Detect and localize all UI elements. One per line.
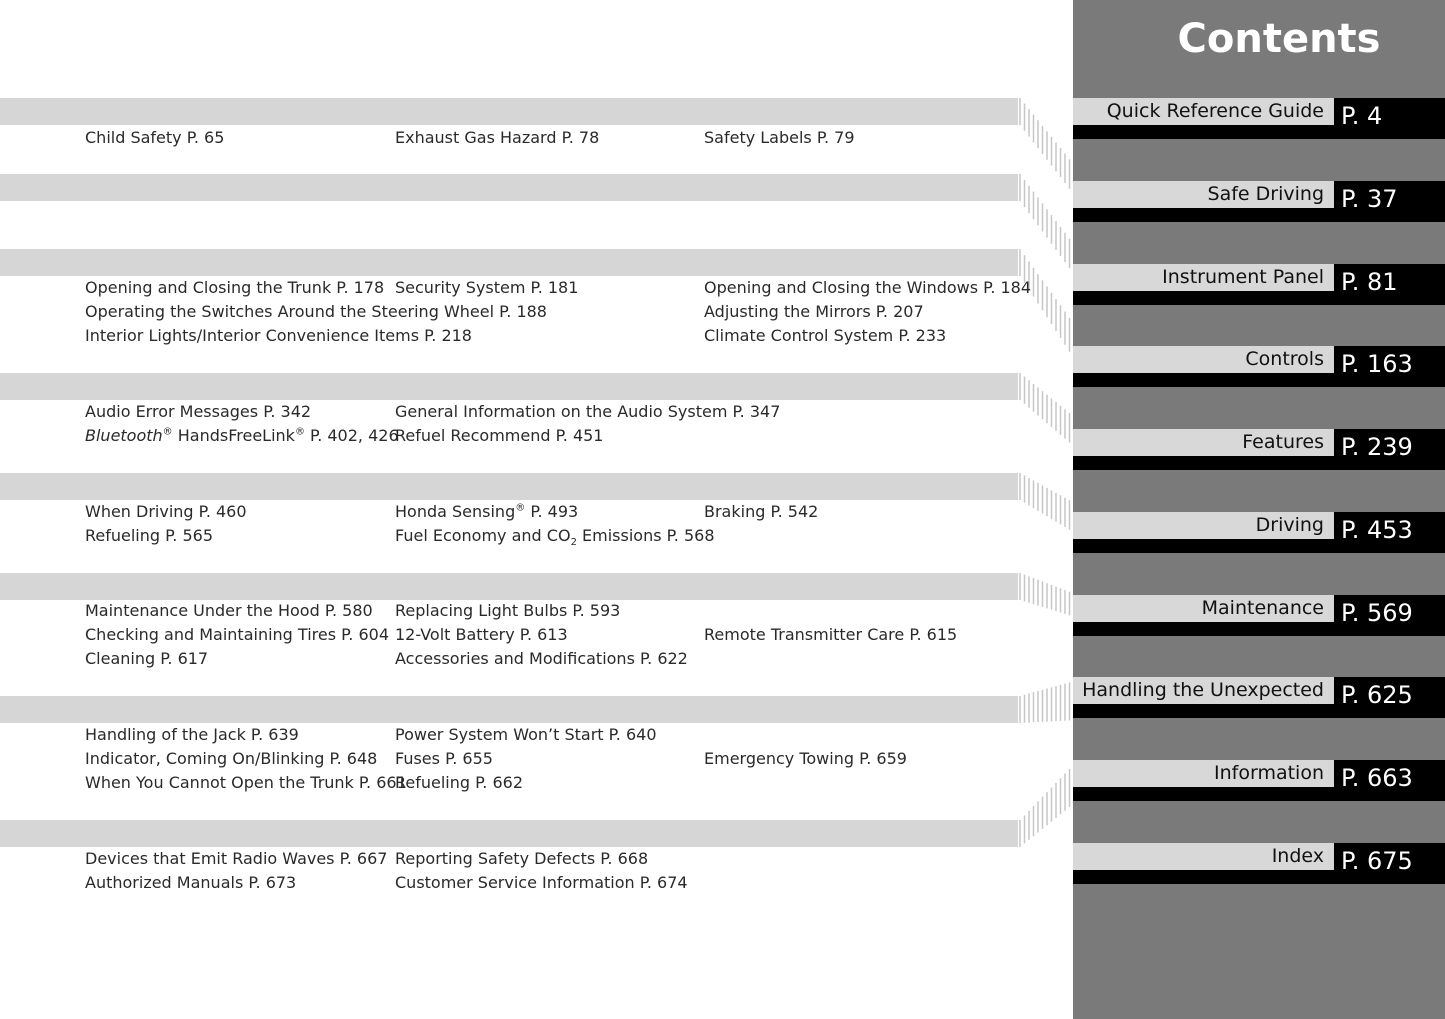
tab-label: Handling the Unexpected — [1073, 677, 1334, 704]
entry-tires[interactable]: Checking and Maintaining Tires P. 604 — [85, 625, 390, 644]
entry-indicator[interactable]: Indicator, Coming On/Blinking P. 648 — [85, 749, 378, 768]
entry-security-system[interactable]: Security System P. 181 — [395, 278, 579, 297]
entry-audio-general-info[interactable]: General Information on the Audio System P. 347 — [395, 402, 781, 421]
entry-authorized-manuals[interactable]: Authorized Manuals P. 673 — [85, 873, 297, 892]
registered-mark: ® — [294, 426, 305, 438]
tab-index[interactable] — [1073, 843, 1445, 884]
entry-trunk[interactable]: Opening and Closing the Trunk P. 178 — [85, 278, 385, 297]
entry-exhaust-gas-hazard[interactable]: Exhaust Gas Hazard P. 78 — [395, 128, 600, 147]
entry-emergency-towing[interactable]: Emergency Towing P. 659 — [704, 749, 907, 768]
entry-bluetooth-handsfreelink[interactable] — [85, 426, 399, 446]
registered-mark: ® — [162, 426, 173, 438]
entry-text: Fuel Economy and CO — [395, 526, 571, 545]
section-band-information — [0, 820, 1018, 847]
entry-child-safety[interactable]: Child Safety P. 65 — [85, 128, 225, 147]
tab-instrument-panel[interactable] — [1073, 264, 1445, 305]
tab-page: P. 675 — [1341, 847, 1413, 875]
tab-label: Instrument Panel — [1073, 264, 1334, 291]
tab-page: P. 625 — [1341, 681, 1413, 709]
tab-page: P. 163 — [1341, 350, 1413, 378]
section-band-quick-reference — [0, 98, 1018, 125]
tab-quick-reference-guide[interactable] — [1073, 98, 1445, 139]
entry-text: HandsFreeLink — [172, 426, 295, 445]
tab-page: P. 239 — [1341, 433, 1413, 461]
subscript: 2 — [570, 537, 577, 549]
tab-page: P. 81 — [1341, 268, 1398, 296]
tab-page: P. 37 — [1341, 185, 1398, 213]
entry-safety-defects[interactable]: Reporting Safety Defects P. 668 — [395, 849, 649, 868]
section-band-driving — [0, 573, 1018, 600]
entry-audio-error-messages[interactable]: Audio Error Messages P. 342 — [85, 402, 312, 421]
entry-battery[interactable]: 12-Volt Battery P. 613 — [395, 625, 568, 644]
entry-text: Honda Sensing — [395, 502, 516, 521]
tab-information[interactable] — [1073, 760, 1445, 801]
section-band-features — [0, 473, 1018, 500]
entry-jack[interactable]: Handling of the Jack P. 639 — [85, 725, 299, 744]
tab-label: Controls — [1073, 346, 1334, 373]
tab-handling-the-unexpected[interactable] — [1073, 677, 1445, 718]
entry-refueling[interactable]: Refueling P. 565 — [85, 526, 213, 545]
tab-label: Safe Driving — [1073, 181, 1334, 208]
tab-safe-driving[interactable] — [1073, 181, 1445, 222]
entry-text: Emissions P. 568 — [576, 526, 715, 545]
entry-safety-labels[interactable]: Safety Labels P. 79 — [704, 128, 855, 147]
page-title: Contents — [1177, 16, 1381, 62]
entry-text: P. 493 — [525, 502, 579, 521]
tab-label: Features — [1073, 429, 1334, 456]
entry-cleaning[interactable]: Cleaning P. 617 — [85, 649, 209, 668]
entry-accessories[interactable]: Accessories and Modifications P. 622 — [395, 649, 688, 668]
entry-windows[interactable]: Opening and Closing the Windows P. 184 — [704, 278, 1032, 297]
tab-page: P. 663 — [1341, 764, 1413, 792]
entry-customer-service[interactable]: Customer Service Information P. 674 — [395, 873, 688, 892]
entry-fuel-economy[interactable] — [395, 526, 715, 549]
tab-label: Information — [1073, 760, 1334, 787]
entry-power-system[interactable]: Power System Won’t Start P. 640 — [395, 725, 657, 744]
entry-braking[interactable]: Braking P. 542 — [704, 502, 819, 521]
tab-maintenance[interactable] — [1073, 595, 1445, 636]
registered-mark: ® — [515, 502, 526, 514]
tab-page: P. 4 — [1341, 102, 1383, 130]
entry-refuel-recommend[interactable]: Refuel Recommend P. 451 — [395, 426, 604, 445]
entry-under-hood[interactable]: Maintenance Under the Hood P. 580 — [85, 601, 373, 620]
entry-radio-waves[interactable]: Devices that Emit Radio Waves P. 667 — [85, 849, 388, 868]
entry-remote-transmitter[interactable]: Remote Transmitter Care P. 615 — [704, 625, 958, 644]
tab-features[interactable] — [1073, 429, 1445, 470]
entry-honda-sensing[interactable] — [395, 502, 578, 522]
entry-fuses[interactable]: Fuses P. 655 — [395, 749, 493, 768]
tab-controls[interactable] — [1073, 346, 1445, 387]
section-band-controls — [0, 373, 1018, 400]
section-band-maintenance — [0, 696, 1018, 723]
tab-page: P. 569 — [1341, 599, 1413, 627]
tab-page: P. 453 — [1341, 516, 1413, 544]
entry-when-driving[interactable]: When Driving P. 460 — [85, 502, 247, 521]
entry-interior-lights[interactable]: Interior Lights/Interior Convenience Items P. 218 — [85, 326, 472, 345]
entry-cannot-open-trunk[interactable]: When You Cannot Open the Trunk P. 661 — [85, 773, 407, 792]
tab-label: Maintenance — [1073, 595, 1334, 622]
entry-mirrors[interactable]: Adjusting the Mirrors P. 207 — [704, 302, 924, 321]
connector-fan-graphic — [1018, 0, 1073, 1019]
tab-driving[interactable] — [1073, 512, 1445, 553]
tab-label: Driving — [1073, 512, 1334, 539]
entry-text: Bluetooth — [85, 426, 163, 445]
section-band-instrument-panel — [0, 249, 1018, 276]
entry-light-bulbs[interactable]: Replacing Light Bulbs P. 593 — [395, 601, 621, 620]
entry-text: P. 402, 426 — [304, 426, 399, 445]
tab-label: Index — [1073, 843, 1334, 870]
entry-refueling-emergency[interactable]: Refueling P. 662 — [395, 773, 523, 792]
entry-steering-switches[interactable]: Operating the Switches Around the Steering Wheel P. 188 — [85, 302, 547, 321]
entry-climate-control[interactable]: Climate Control System P. 233 — [704, 326, 947, 345]
tab-label: Quick Reference Guide — [1073, 98, 1334, 125]
section-band-safe-driving — [0, 174, 1018, 201]
